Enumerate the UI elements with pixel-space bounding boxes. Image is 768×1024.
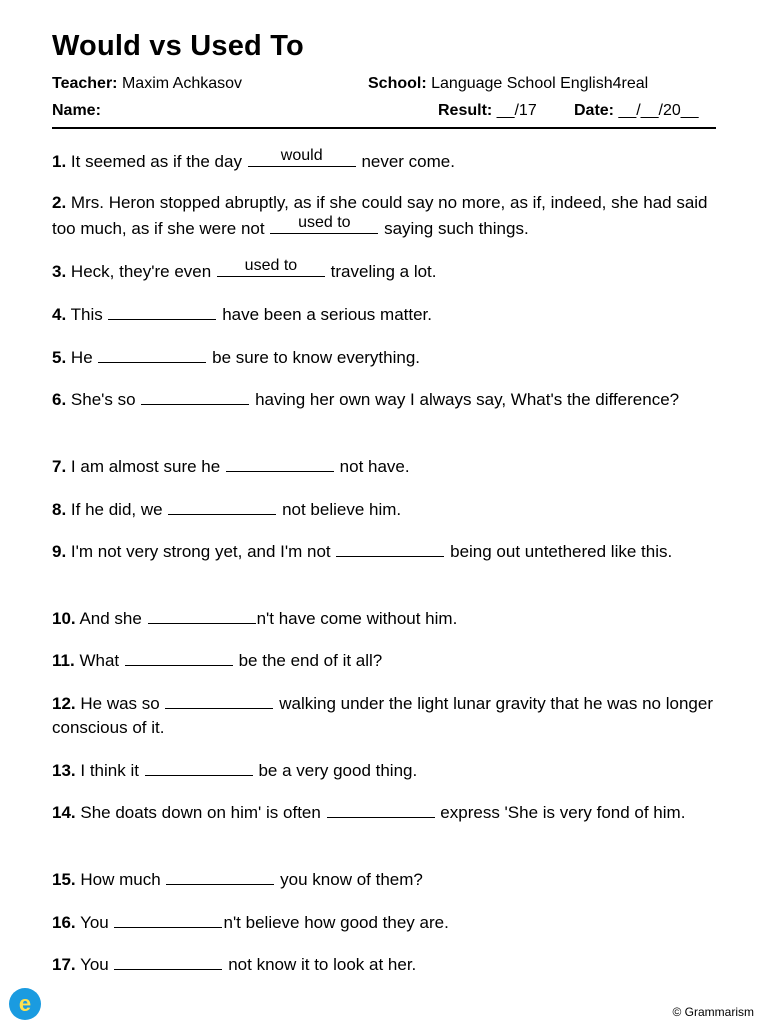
question-text-before: How much [80, 870, 161, 889]
question-text-before: You [80, 955, 109, 974]
question-text-before: He was so [80, 694, 160, 713]
answer-blank[interactable] [125, 647, 233, 666]
question-text-before: I am almost sure he [70, 457, 221, 476]
answer-blank[interactable] [148, 605, 256, 624]
question-number: 17. [52, 955, 76, 974]
question-number: 12. [52, 694, 76, 713]
copyright-footer: © Grammarism [672, 1005, 754, 1019]
question-number: 7. [52, 457, 67, 476]
question-text-before: I think it [80, 761, 139, 780]
question-number: 9. [52, 542, 67, 561]
question-15 [52, 866, 716, 892]
question-text-after: you know of them? [280, 870, 423, 889]
answer-blank[interactable] [141, 386, 249, 405]
question-text-after: walking under the light lunar gravity that he was no longer conscious of it. [52, 694, 713, 737]
question-text-before: I'm not very strong yet, and I'm not [70, 542, 331, 561]
question-number: 8. [52, 500, 67, 519]
answer-text: used to [298, 214, 351, 231]
question-text-after: saying such things. [384, 219, 529, 238]
question-text-before: Mrs. Heron stopped abruptly, as if she could say no more, as if, indeed, she had said too much, as if she were not [52, 193, 708, 238]
question-text-before: And she [79, 609, 142, 628]
question-5 [52, 344, 716, 370]
question-text-before: You [80, 913, 109, 932]
question-text-before: If he did, we [70, 500, 163, 519]
question-6 [52, 386, 716, 412]
question-17 [52, 951, 716, 977]
answer-blank[interactable] [114, 909, 222, 928]
question-number: 2. [52, 193, 67, 212]
name-line [52, 102, 101, 120]
question-text-before: He [70, 348, 93, 367]
question-14 [52, 799, 716, 825]
question-text-after: have been a serious matter. [222, 305, 432, 324]
question-1 [52, 148, 716, 174]
result-value: __/17 [496, 102, 537, 119]
answer-blank[interactable] [270, 215, 378, 234]
date-line [574, 102, 699, 120]
answer-blank[interactable] [166, 866, 274, 885]
question-7 [52, 453, 716, 479]
teacher-label: Teacher: [52, 75, 118, 92]
question-number: 13. [52, 761, 76, 780]
answer-blank[interactable] [327, 799, 435, 818]
question-text-after: be the end of it all? [238, 651, 383, 670]
question-text-after: not know it to look at her. [228, 955, 417, 974]
question-2 [52, 191, 716, 241]
answer-blank[interactable] [114, 951, 222, 970]
question-number: 11. [52, 651, 75, 670]
answer-blank[interactable] [165, 690, 273, 709]
question-text-after: traveling a lot. [330, 262, 437, 281]
answer-blank[interactable] [217, 258, 325, 277]
svg-text:e: e [18, 991, 32, 1016]
question-number: 16. [52, 913, 76, 932]
question-text-after: n't believe how good they are. [223, 913, 449, 932]
school-line [368, 75, 648, 93]
question-text-after: never come. [361, 152, 455, 171]
question-text-after: having her own way I always say, What's the difference? [255, 390, 680, 409]
question-text-after: not have. [339, 457, 410, 476]
question-number: 5. [52, 348, 67, 367]
question-number: 3. [52, 262, 67, 281]
question-text-before: What [79, 651, 120, 670]
answer-blank[interactable] [108, 301, 216, 320]
school-label: School: [368, 75, 427, 92]
question-text-after: be a very good thing. [258, 761, 418, 780]
question-number: 14. [52, 803, 76, 822]
answer-blank[interactable] [226, 453, 334, 472]
answer-text: would [280, 147, 323, 164]
question-number: 1. [52, 152, 67, 171]
answer-blank[interactable] [336, 538, 444, 557]
question-text-after: being out untethered like this. [450, 542, 673, 561]
result-label: Result: [438, 102, 493, 119]
teacher-line [52, 75, 242, 93]
question-11 [52, 647, 716, 673]
answer-blank[interactable] [145, 757, 253, 776]
question-text-after: n't have come without him. [256, 609, 458, 628]
answer-blank[interactable] [248, 148, 356, 167]
question-12 [52, 690, 716, 740]
question-13 [52, 757, 716, 783]
question-text-after: be sure to know everything. [212, 348, 421, 367]
question-10 [52, 605, 716, 631]
question-3 [52, 258, 716, 284]
question-4 [52, 301, 716, 327]
question-8 [52, 496, 716, 522]
answer-blank[interactable] [98, 344, 206, 363]
question-text-before: This [70, 305, 103, 324]
name-label: Name: [52, 102, 101, 119]
e-letter-logo-icon [9, 988, 41, 1020]
worksheet-title: Would vs Used To [52, 30, 304, 62]
answer-text: used to [244, 257, 298, 274]
question-number: 4. [52, 305, 67, 324]
question-text-after: not believe him. [282, 500, 402, 519]
teacher-name: Maxim Achkasov [121, 75, 243, 92]
header-divider [52, 127, 716, 129]
question-text-before: It seemed as if the day [70, 152, 242, 171]
result-line [438, 102, 537, 120]
date-value: __/__/20__ [618, 102, 699, 119]
question-9 [52, 538, 716, 564]
question-text-after: express 'She is very fond of him. [440, 803, 686, 822]
answer-blank[interactable] [168, 496, 276, 515]
question-number: 6. [52, 390, 67, 409]
question-text-before: Heck, they're even [70, 262, 212, 281]
question-number: 15. [52, 870, 76, 889]
date-label: Date: [574, 102, 615, 119]
question-text-before: She doats down on him' is often [80, 803, 321, 822]
question-16 [52, 909, 716, 935]
question-number: 10. [52, 609, 76, 628]
question-text-before: She's so [70, 390, 136, 409]
school-name: Language School English4real [431, 75, 649, 92]
